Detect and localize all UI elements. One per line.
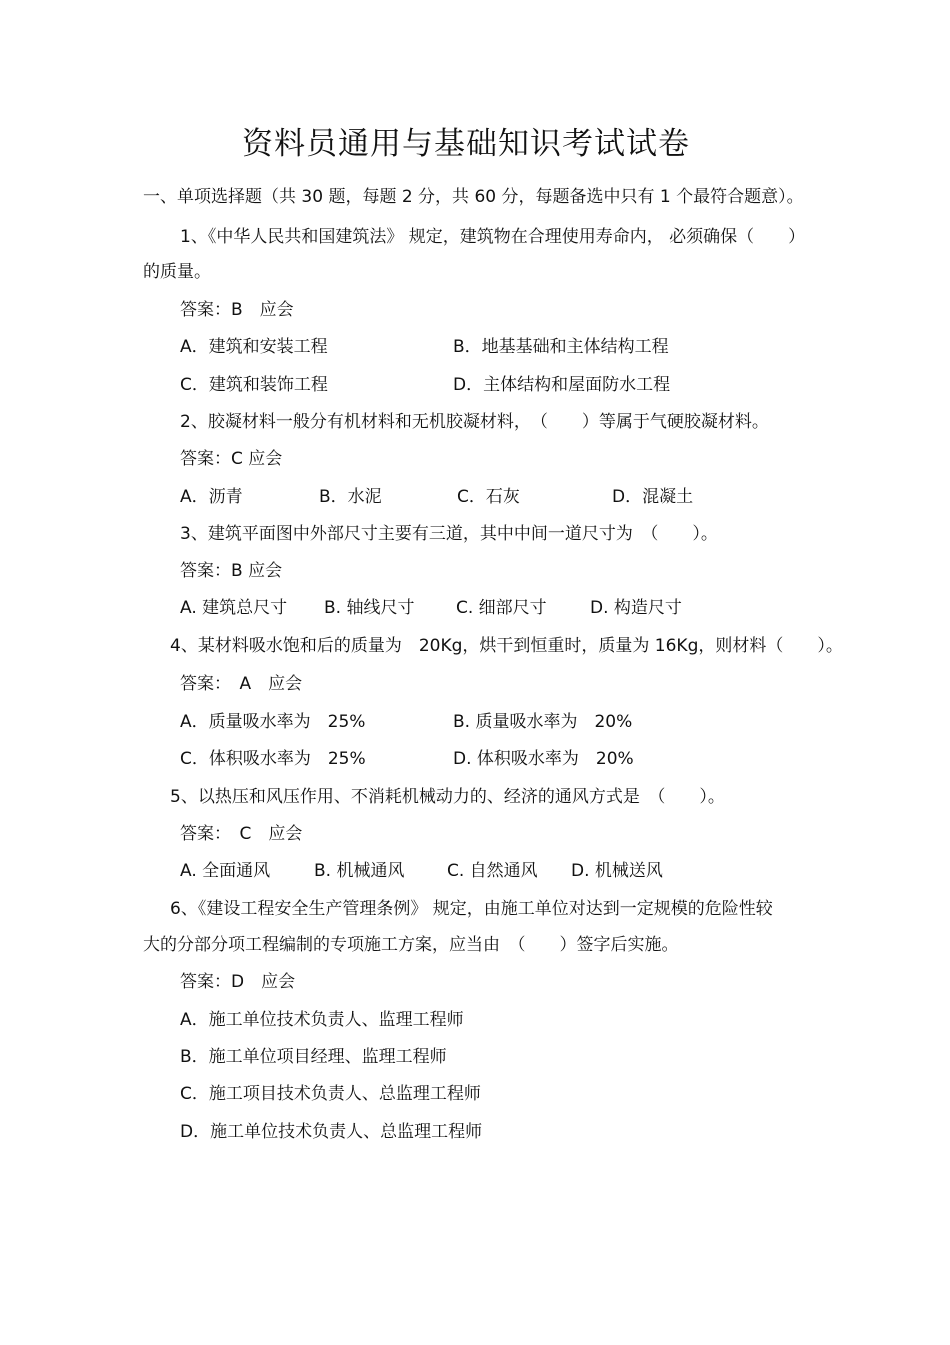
question-2-option-d: D．混凝土 <box>612 487 694 507</box>
question-1-stem-cont: 的质量。 <box>143 262 211 282</box>
question-5-option-b: B. 机械通风 <box>314 861 405 881</box>
question-4-option-d: D. 体积吸水率为 20% <box>453 749 634 769</box>
question-6-option-b: B．施工单位项目经理、监理工程师 <box>180 1047 447 1067</box>
question-3-stem: 3、建筑平面图中外部尺寸主要有三道，其中中间一道尺寸为 （ ）。 <box>180 524 718 544</box>
question-1-option-a: A．建筑和安装工程 <box>180 337 328 357</box>
question-3-option-c: C. 细部尺寸 <box>456 598 547 618</box>
question-5-option-a: A. 全面通风 <box>180 861 271 881</box>
question-6-answer: 答案：D 应会 <box>180 972 296 992</box>
question-3-option-b: B. 轴线尺寸 <box>324 598 415 618</box>
question-4-answer: 答案： A 应会 <box>180 674 303 694</box>
question-6-option-d: D．施工单位技术负责人、总监理工程师 <box>180 1122 483 1142</box>
question-2-answer: 答案：C 应会 <box>180 449 283 469</box>
question-6-stem: 6、《建设工程安全生产管理条例》 规定，由施工单位对达到一定规模的危险性较 <box>170 899 773 919</box>
question-2-option-a: A．沥青 <box>180 487 243 507</box>
question-4-stem: 4、某材料吸水饱和后的质量为 20Kg，烘干到恒重时，质量为 16Kg，则材料（ ）。 <box>170 636 843 656</box>
question-3-option-a: A. 建筑总尺寸 <box>180 598 288 618</box>
question-1-option-d: D．主体结构和屋面防水工程 <box>453 375 671 395</box>
page-title: 资料员通用与基础知识考试试卷 <box>242 126 690 162</box>
section-header: 一、单项选择题（共 30 题，每题 2 分，共 60 分，每题备选中只有 1 个最符合题意）。 <box>143 187 804 207</box>
question-3-option-d: D. 构造尺寸 <box>590 598 682 618</box>
question-1-option-b: B．地基基础和主体结构工程 <box>453 337 669 357</box>
question-1-stem: 1、《中华人民共和国建筑法》 规定，建筑物在合理使用寿命内， 必须确保（ ） <box>180 227 806 247</box>
question-2-stem: 2、胶凝材料一般分有机材料和无机胶凝材料， （ ）等属于气硬胶凝材料。 <box>180 412 769 432</box>
question-1-answer: 答案：B 应会 <box>180 300 294 320</box>
question-2-option-c: C．石灰 <box>457 487 520 507</box>
question-1-option-c: C．建筑和装饰工程 <box>180 375 328 395</box>
question-5-option-d: D. 机械送风 <box>571 861 663 881</box>
question-6-option-a: A．施工单位技术负责人、监理工程师 <box>180 1010 464 1030</box>
question-2-option-b: B．水泥 <box>319 487 382 507</box>
question-4-option-c: C．体积吸水率为 25% <box>180 749 366 769</box>
question-3-answer: 答案：B 应会 <box>180 561 283 581</box>
question-5-stem: 5、以热压和风压作用、不消耗机械动力的、经济的通风方式是 （ ）。 <box>170 787 725 807</box>
question-5-option-c: C. 自然通风 <box>447 861 538 881</box>
question-6-stem-cont: 大的分部分项工程编制的专项施工方案，应当由 （ ）签字后实施。 <box>143 935 679 955</box>
question-5-answer: 答案： C 应会 <box>180 824 303 844</box>
question-4-option-b: B. 质量吸水率为 20% <box>453 712 633 732</box>
question-4-option-a: A．质量吸水率为 25% <box>180 712 366 732</box>
question-6-option-c: C．施工项目技术负责人、总监理工程师 <box>180 1084 481 1104</box>
